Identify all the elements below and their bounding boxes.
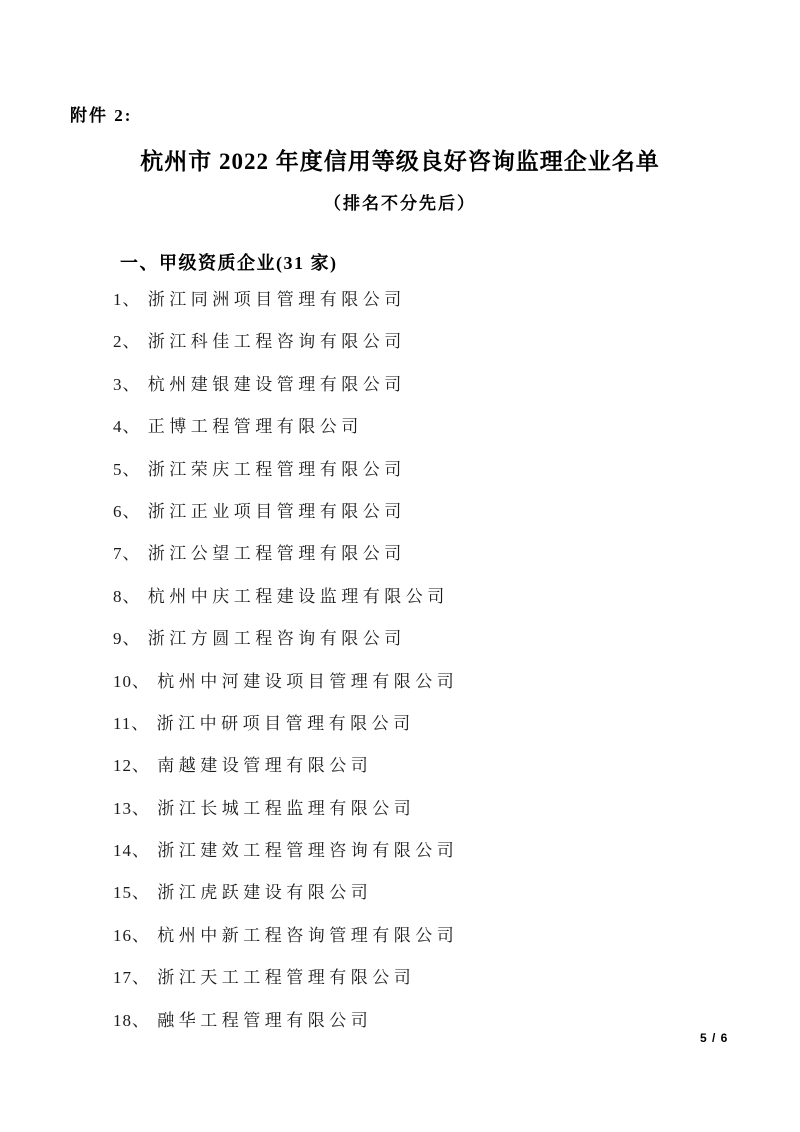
- company-name: 杭州建银建设管理有限公司: [147, 374, 406, 394]
- company-name: 浙江方圆工程咨询有限公司: [147, 629, 406, 649]
- list-item: [113, 703, 458, 745]
- list-item: [113, 872, 458, 914]
- company-name: 浙江公望工程管理有限公司: [147, 544, 406, 564]
- company-list: [113, 279, 458, 1042]
- attachment-label: 附件 2:: [70, 106, 133, 125]
- list-item: [113, 576, 458, 618]
- item-number: 12、: [113, 756, 150, 776]
- list-item: [113, 957, 458, 999]
- company-name: 南越建设管理有限公司: [157, 756, 373, 776]
- company-name: 浙江天工工程管理有限公司: [157, 968, 416, 988]
- company-name: 浙江荣庆工程管理有限公司: [147, 459, 406, 479]
- item-number: 7、: [113, 544, 141, 564]
- company-name: 杭州中新工程咨询管理有限公司: [157, 925, 459, 945]
- list-item: [113, 745, 458, 787]
- company-name: 浙江虎跃建设有限公司: [157, 883, 373, 903]
- list-item: [113, 364, 458, 406]
- list-item: [113, 1000, 458, 1042]
- item-number: 10、: [113, 671, 150, 691]
- item-number: 5、: [113, 459, 141, 479]
- document-subtitle: （排名不分先后）: [324, 194, 476, 213]
- item-number: 16、: [113, 925, 150, 945]
- document-title: 杭州市 2022 年度信用等级良好咨询监理企业名单: [140, 149, 660, 174]
- item-number: 8、: [113, 586, 141, 606]
- company-name: 浙江长城工程监理有限公司: [157, 798, 416, 818]
- item-number: 18、: [113, 1010, 150, 1030]
- company-name: 浙江中研项目管理有限公司: [156, 713, 415, 733]
- section-heading-grade-a: 一、甲级资质企业(31 家): [120, 253, 338, 273]
- item-number: 14、: [113, 841, 150, 861]
- company-name: 浙江同洲项目管理有限公司: [147, 290, 406, 309]
- company-name: 浙江建效工程管理咨询有限公司: [157, 841, 459, 861]
- page-number: 5 / 6: [700, 1031, 729, 1045]
- list-item: [113, 491, 458, 533]
- item-number: 15、: [113, 883, 150, 903]
- company-name: 浙江正业项目管理有限公司: [147, 501, 406, 521]
- company-name: 融华工程管理有限公司: [157, 1010, 373, 1030]
- item-number: 9、: [113, 629, 141, 649]
- item-number: 3、: [113, 374, 141, 394]
- item-number: 2、: [113, 332, 141, 352]
- company-name: 杭州中庆工程建设监理有限公司: [147, 586, 449, 606]
- list-item: [113, 618, 458, 660]
- list-item: [113, 533, 458, 575]
- item-number: 4、: [113, 417, 141, 437]
- item-number: 6、: [113, 501, 141, 521]
- list-item: [113, 279, 458, 321]
- item-number: 13、: [113, 798, 150, 818]
- list-item: [113, 406, 458, 448]
- company-name: 浙江科佳工程咨询有限公司: [147, 332, 406, 352]
- item-number: 11、: [113, 713, 150, 733]
- list-item: [113, 449, 458, 491]
- list-item: [113, 915, 458, 957]
- company-name: 正博工程管理有限公司: [147, 417, 363, 437]
- list-item: [113, 661, 458, 703]
- company-name: 杭州中河建设项目管理有限公司: [157, 671, 459, 691]
- list-item: [113, 321, 458, 363]
- list-item: [113, 830, 458, 872]
- list-item: [113, 788, 458, 830]
- item-number: 17、: [113, 968, 150, 988]
- item-number: 1、: [113, 290, 141, 309]
